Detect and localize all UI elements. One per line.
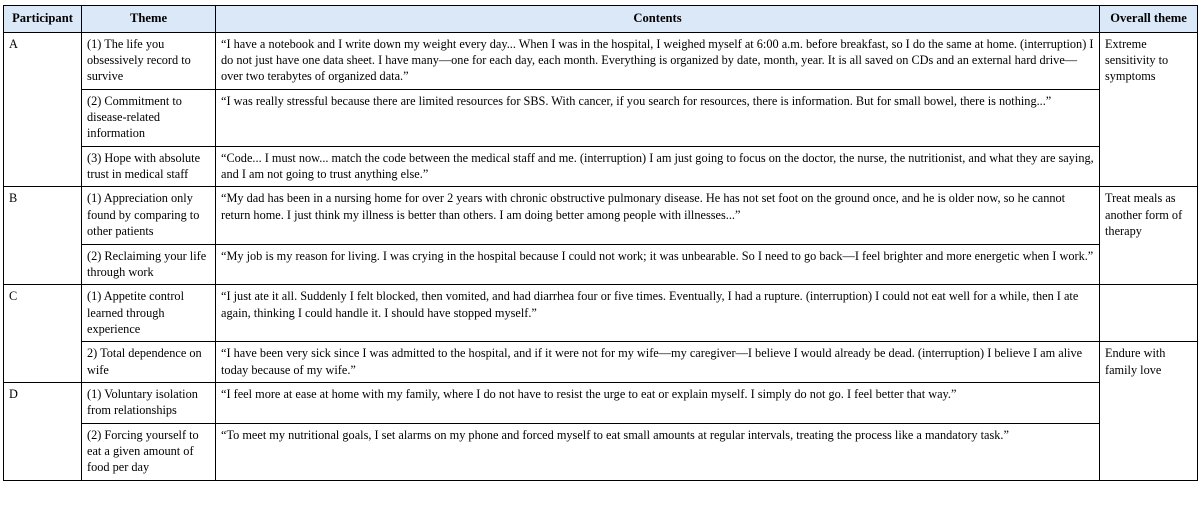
participant-cell: B: [4, 187, 82, 285]
participant-cell: C: [4, 285, 82, 383]
contents-cell: “I just ate it all. Suddenly I felt blocked, then vomited, and had diarrhea four or five times. Eventually, I had a rupture. (interruption) I could not eat well for a while, then I ate again, thinking I could handle it. I should have stopped myself.”: [216, 285, 1100, 342]
contents-cell: “I have been very sick since I was admitted to the hospital, and if it were not for my wife—my caregiver—I believe I would already be dead. (interruption) I believe I am alive today because of my wife.”: [216, 342, 1100, 383]
theme-cell: 2) Total dependence on wife: [82, 342, 216, 383]
theme-cell: (1) Voluntary isolation from relationships: [82, 382, 216, 423]
column-header-participant: Participant: [4, 6, 82, 33]
contents-cell: “I was really stressful because there are limited resources for SBS. With cancer, if you search for resources, there is information. But for small bowel, there is nothing...”: [216, 89, 1100, 146]
table-row: [4, 423, 1198, 480]
column-header-theme: Theme: [82, 6, 216, 33]
theme-cell: (2) Commitment to disease-related information: [82, 89, 216, 146]
contents-cell: “I feel more at ease at home with my family, where I do not have to resist the urge to eat or explain myself. I simply do not go. I feel better that way.”: [216, 382, 1100, 423]
theme-cell: (2) Reclaiming your life through work: [82, 244, 216, 285]
table-body: [4, 32, 1198, 480]
table-row: [4, 382, 1198, 423]
table-row: [4, 187, 1198, 244]
contents-cell: “To meet my nutritional goals, I set alarms on my phone and forced myself to eat small amounts at regular intervals, treating the process like a mandatory task.”: [216, 423, 1100, 480]
contents-cell: “My dad has been in a nursing home for over 2 years with chronic obstructive pulmonary disease. He has not set foot on the ground once, and he is older now, so he cannot return home. I just think my illness is better than others. I am doing better among people with illnesses...”: [216, 187, 1100, 244]
table-row: [4, 342, 1198, 383]
overall-theme-cell: Extreme sensitivity to symptoms: [1100, 32, 1198, 187]
table-row: [4, 32, 1198, 89]
overall-theme-cell: Treat meals as another form of therapy: [1100, 187, 1198, 285]
table-row: [4, 244, 1198, 285]
qualitative-findings-table: [3, 5, 1198, 481]
table-row: [4, 285, 1198, 342]
table-row: [4, 146, 1198, 187]
table-header-row: [4, 6, 1198, 33]
table-row: [4, 89, 1198, 146]
theme-cell: (1) The life you obsessively record to survive: [82, 32, 216, 89]
contents-cell: “My job is my reason for living. I was crying in the hospital because I could not work; it was unbearable. So I need to go back—I feel brighter and more energetic when I work.”: [216, 244, 1100, 285]
theme-cell: (3) Hope with absolute trust in medical staff: [82, 146, 216, 187]
column-header-overall-theme: Overall theme: [1100, 6, 1198, 33]
theme-cell: (1) Appetite control learned through experience: [82, 285, 216, 342]
theme-cell: (2) Forcing yourself to eat a given amount of food per day: [82, 423, 216, 480]
theme-cell: (1) Appreciation only found by comparing to other patients: [82, 187, 216, 244]
table-header: [4, 6, 1198, 33]
overall-theme-cell-empty: [1100, 285, 1198, 342]
contents-cell: “I have a notebook and I write down my weight every day... When I was in the hospital, I weighed myself at 6:00 a.m. before breakfast, so I do the same at home. (interruption) I do not just have one data sheet. I have many—one for each day, each month. Everything is organized by date, month, year. It is all saved on CDs and an external hard drive—over two terabytes of organized data.”: [216, 32, 1100, 89]
column-header-contents: Contents: [216, 6, 1100, 33]
contents-cell: “Code... I must now... match the code between the medical staff and me. (interruption) I am just going to focus on the doctor, the nurse, the nutritionist, and what they are saying, and I am not going to trust anything else.”: [216, 146, 1100, 187]
participant-cell: A: [4, 32, 82, 187]
participant-cell: D: [4, 382, 82, 480]
overall-theme-cell: Endure with family love: [1100, 342, 1198, 480]
